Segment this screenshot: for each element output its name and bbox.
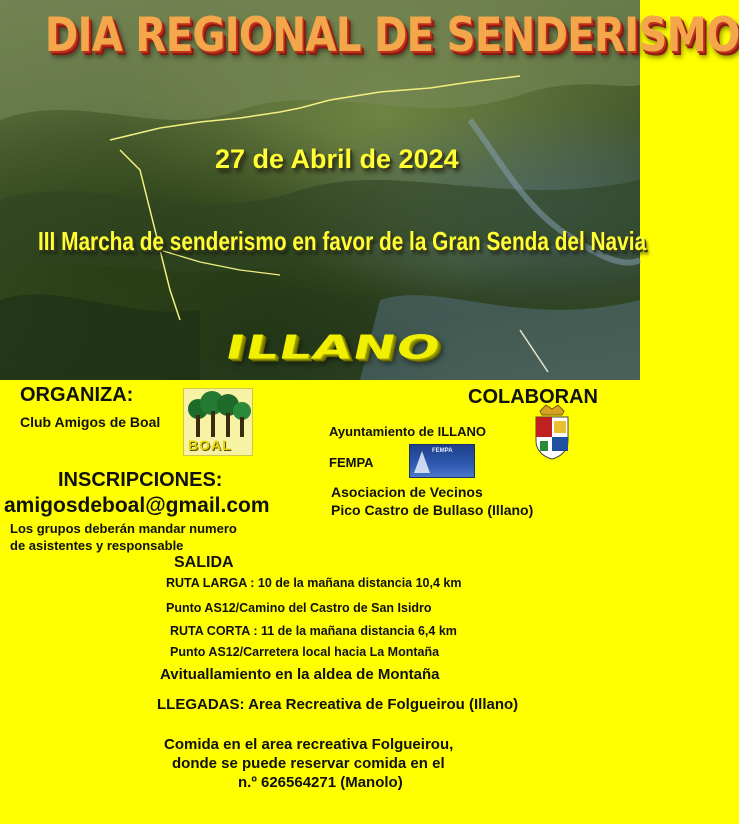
organizer-name: Club Amigos de Boal — [20, 414, 161, 430]
contact-email: amigosdeboal@gmail.com — [4, 494, 270, 517]
colaborador-pico-castro: Pico Castro de Bullaso (Illano) — [331, 502, 534, 518]
comida-line1: Comida en el area recreativa Folgueirou, — [164, 736, 454, 753]
llegadas: LLEGADAS: Area Recreativa de Folgueirou (Illano) — [157, 696, 519, 713]
salida-heading: SALIDA — [174, 554, 234, 571]
colaborador-ayuntamiento: Ayuntamiento de ILLANO — [329, 424, 486, 439]
hero-aerial-image — [0, 0, 739, 380]
inscripciones-note-line2: de asistentes y responsable — [10, 538, 184, 553]
organiza-heading: ORGANIZA: — [20, 384, 134, 406]
ruta-corta: RUTA CORTA : 11 de la mañana distancia 6,4 km — [170, 624, 457, 638]
inscripciones-note-line1: Los grupos deberán mandar numero — [10, 521, 237, 536]
colaborador-asociacion: Asociacion de Vecinos — [331, 484, 483, 500]
punto-ruta-corta: Punto AS12/Carretera local hacia La Montaña — [170, 645, 440, 659]
ruta-larga: RUTA LARGA : 10 de la mañana distancia 10,4 km — [166, 576, 462, 590]
event-date: 27 de Abril de 2024 — [215, 144, 459, 174]
comida-phone: n.º 626564271 (Manolo) — [238, 774, 403, 791]
event-subtitle: III Marcha de senderismo en favor de la Gran Senda del Navia — [38, 226, 647, 256]
club-amigos-de-boal-logo — [183, 388, 253, 456]
punto-ruta-larga: Punto AS12/Camino del Castro de San Isidro — [166, 601, 432, 615]
inscripciones-heading: INSCRIPCIONES: — [58, 469, 223, 491]
comida-line2: donde se puede reservar comida en el — [172, 755, 445, 772]
fempa-logo-text: FEMPA — [432, 448, 453, 454]
town-name: ILLANO — [221, 328, 445, 367]
colaborador-fempa: FEMPA — [329, 455, 374, 470]
avituallamiento: Avituallamiento en la aldea de Montaña — [160, 666, 440, 683]
illano-crest-icon — [532, 403, 572, 461]
colaboran-heading: COLABORAN — [468, 386, 598, 408]
boal-logo-text: BOAL — [188, 437, 232, 453]
fempa-logo — [409, 444, 475, 478]
event-title: DIA REGIONAL DE SENDERISMO — [44, 8, 739, 63]
